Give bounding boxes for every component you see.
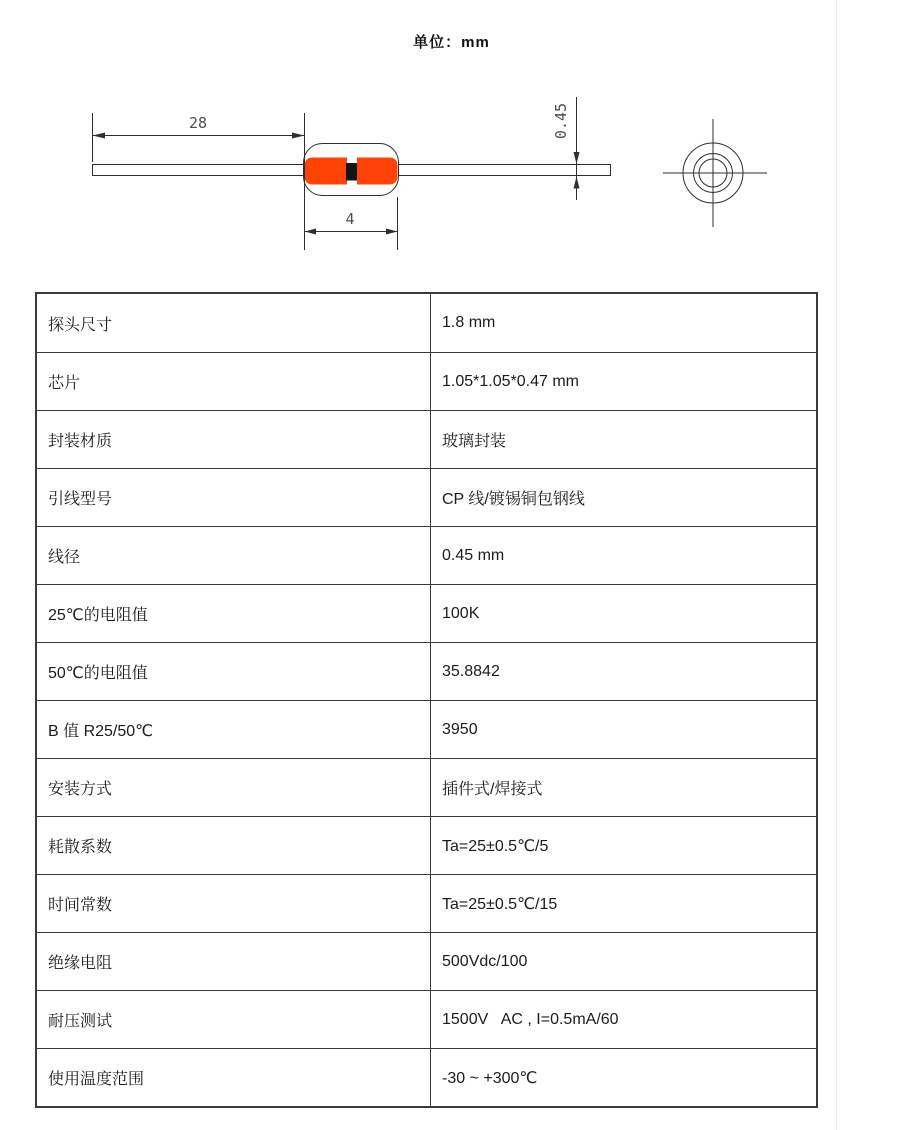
table-row (37, 816, 816, 874)
table-row (37, 932, 816, 990)
spec-table (35, 292, 818, 1108)
table-row (37, 468, 816, 526)
spec-value: 1500V AC , I=0.5mA/60 (430, 991, 816, 1048)
spec-value: 3950 (430, 701, 816, 758)
end-view (663, 119, 767, 227)
thermistor-dimension-drawing (0, 0, 923, 270)
table-row (37, 700, 816, 758)
spec-label: 50℃的电阻值 (48, 665, 148, 682)
electrode-left (305, 158, 348, 185)
spec-label: 引线型号 (48, 491, 113, 508)
spec-value: Ta=25±0.5℃/5 (430, 817, 816, 874)
page-edge-line (836, 0, 837, 1130)
table-row (37, 526, 816, 584)
chip-center (346, 163, 358, 181)
spec-label: 时间常数 (48, 897, 113, 914)
table-row (37, 352, 816, 410)
spec-value: 1.8 mm (430, 294, 816, 352)
spec-value: 玻璃封装 (430, 411, 816, 468)
arrowhead (292, 133, 305, 139)
arrowhead (93, 133, 106, 139)
table-row (37, 990, 816, 1048)
spec-label: 封装材质 (48, 433, 113, 450)
spec-label: 安装方式 (48, 781, 113, 798)
spec-label: 耐压测试 (48, 1013, 113, 1030)
spec-label: 耗散系数 (48, 839, 113, 856)
table-row (37, 758, 816, 816)
spec-label: B 值 R25/50℃ (48, 723, 154, 740)
table-row (37, 874, 816, 932)
table-row (37, 1048, 816, 1106)
table-row (37, 642, 816, 700)
arrowhead (574, 177, 580, 189)
electrode-right (357, 158, 398, 185)
spec-value: 35.8842 (430, 643, 816, 700)
dim-label-045: 0.45 (552, 102, 570, 140)
spec-value: 0.45 mm (430, 527, 816, 584)
spec-value: Ta=25±0.5℃/15 (430, 875, 816, 932)
table-row (37, 294, 816, 352)
spec-value: -30 ~ +300℃ (430, 1049, 816, 1106)
technical-drawing (0, 0, 923, 270)
arrowhead (386, 229, 398, 235)
spec-label: 芯片 (48, 375, 81, 392)
dim-label-4: 4 (345, 210, 355, 228)
arrowhead (305, 229, 317, 235)
spec-label: 线径 (48, 549, 81, 566)
arrowhead (574, 152, 580, 164)
dim-label-28: 28 (188, 114, 208, 132)
spec-value: 1.05*1.05*0.47 mm (430, 353, 816, 410)
unit-label: 单位：mm (413, 34, 490, 51)
dimension-lead-length (93, 113, 305, 250)
spec-value: 100K (430, 585, 816, 642)
spec-label: 25℃的电阻值 (48, 607, 148, 624)
spec-label: 使用温度范围 (48, 1071, 145, 1088)
table-row (37, 410, 816, 468)
spec-label: 绝缘电阻 (48, 955, 113, 972)
spec-label: 探头尺寸 (48, 316, 113, 334)
table-row (37, 584, 816, 642)
spec-value: 500Vdc/100 (430, 933, 816, 990)
spec-value: CP 线/镀锡铜包钢线 (430, 469, 816, 526)
spec-value: 插件式/焊接式 (430, 759, 816, 816)
